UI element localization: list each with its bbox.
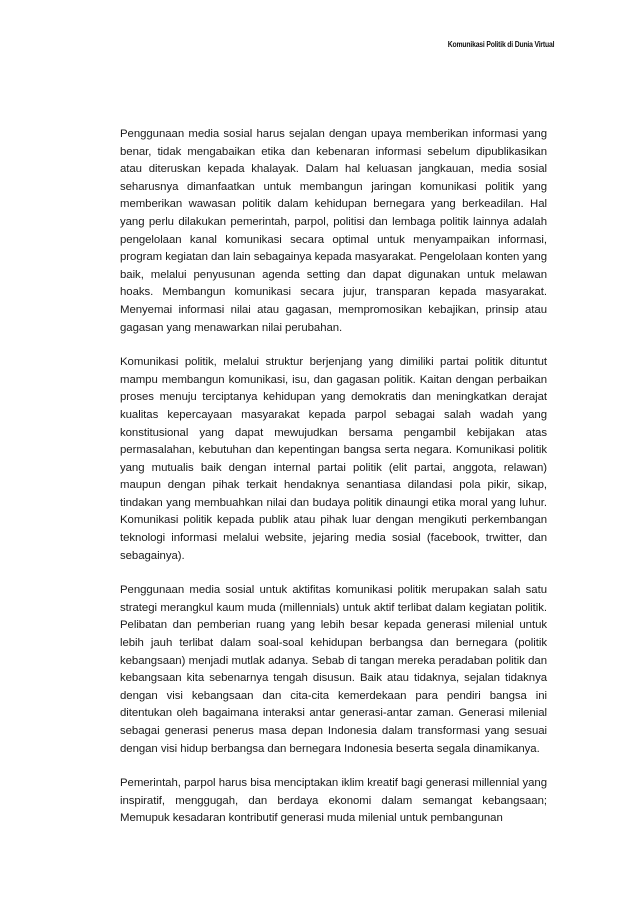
paragraph: Penggunaan media sosial untuk aktifitas komunikasi politik merupakan salah satu strategi merangkul kaum muda (millennials) untuk aktif terlibat dalam kegiatan politik. Pelibatan dan pemberian ruang yang lebih besar kepada generasi milenial untuk lebih jauh terlibat dalam soal-soal kehidupan berbangsa dan bernegara (politik kebangsaan) menjadi mutlak adanya. Sebab di tangan mereka peradaban politik dan kebangsaan kita sebenarnya tengah disusun. Baik atau tidaknya, sejalan tidaknya dengan visi kebangsaan dan cita-cita kemerdekaan para pendiri bangsa ini ditentukan oleh bagaimana interaksi antar generasi-antar zaman. Generasi milenial sebagai generasi penerus masa depan Indonesia dalam transformasi yang sesuai dengan visi hidup berbangsa dan bernegara Indonesia beserta segala dinamikanya. [120,584,547,755]
document-body [120,126,547,845]
paragraph: Komunikasi politik, melalui struktur berjenjang yang dimiliki partai politik dituntut mampu membangun komunikasi, isu, dan gagasan politik. Kaitan dengan perbaikan proses menuju terciptanya kehidupan yang demokratis dan meningkatkan derajat kualitas kepercayaan masyarakat kepada parpol sebagai salah wadah yang konstitusional yang dapat mewujudkan bersama pengambil kebijakan atas permasalahan, kebutuhan dan kepentingan bangsa serta negara. Komunikasi politik yang mutualis baik dengan internal partai politik (elit partai, anggota, relawan) maupun dengan pihak terkait hendaknya senantiasa dilandasi pola pikir, sikap, tindakan yang membuahkan nilai dan budaya politik dinaungi etika moral yang luhur. Komunikasi politik kepada publik atau pihak luar dengan mengikuti perkembangan teknologi informasi melalui website, jejaring media sosial (facebook, trwitter, dan sebagainya). [120,356,547,562]
paragraph: Penggunaan media sosial harus sejalan dengan upaya memberikan informasi yang benar, tidak mengabaikan etika dan kebenaran informasi sebelum dipublikasikan atau diteruskan kepada khalayak. Dalam hal keluasan jangkauan, media sosial seharusnya dimanfaatkan untuk membangun jaringan komunikasi politik yang memberikan wawasan politik dalam kehidupan bernegara yang berkeadilan. Hal yang perlu dilakukan pemerintah, parpol, politisi dan lembaga politik lainnya adalah pengelolaan kanal komunikasi secara optimal untuk menyampaikan informasi, program kegiatan dan lain sebagainya kepada masyarakat. Pengelolaan konten yang baik, melalui penyusunan agenda setting dan dapat digunakan untuk melawan hoaks. Membangun komunikasi secara jujur, transparan kepada masyarakat. Menyemai informasi nilai atau gagasan, mempromosikan kebajikan, prinsip atau gagasan yang menawarkan nilai perubahan. [120,128,547,334]
paragraph: Pemerintah, parpol harus bisa menciptakan iklim kreatif bagi generasi millennial yang inspiratif, menggugah, dan berdaya ekonomi dalam semangat kebangsaan; Memupuk kesadaran kontributif generasi muda milenial untuk pembangunan [120,777,547,825]
running-header: Komunikasi Politik di Dunia Virtual [447,40,554,49]
